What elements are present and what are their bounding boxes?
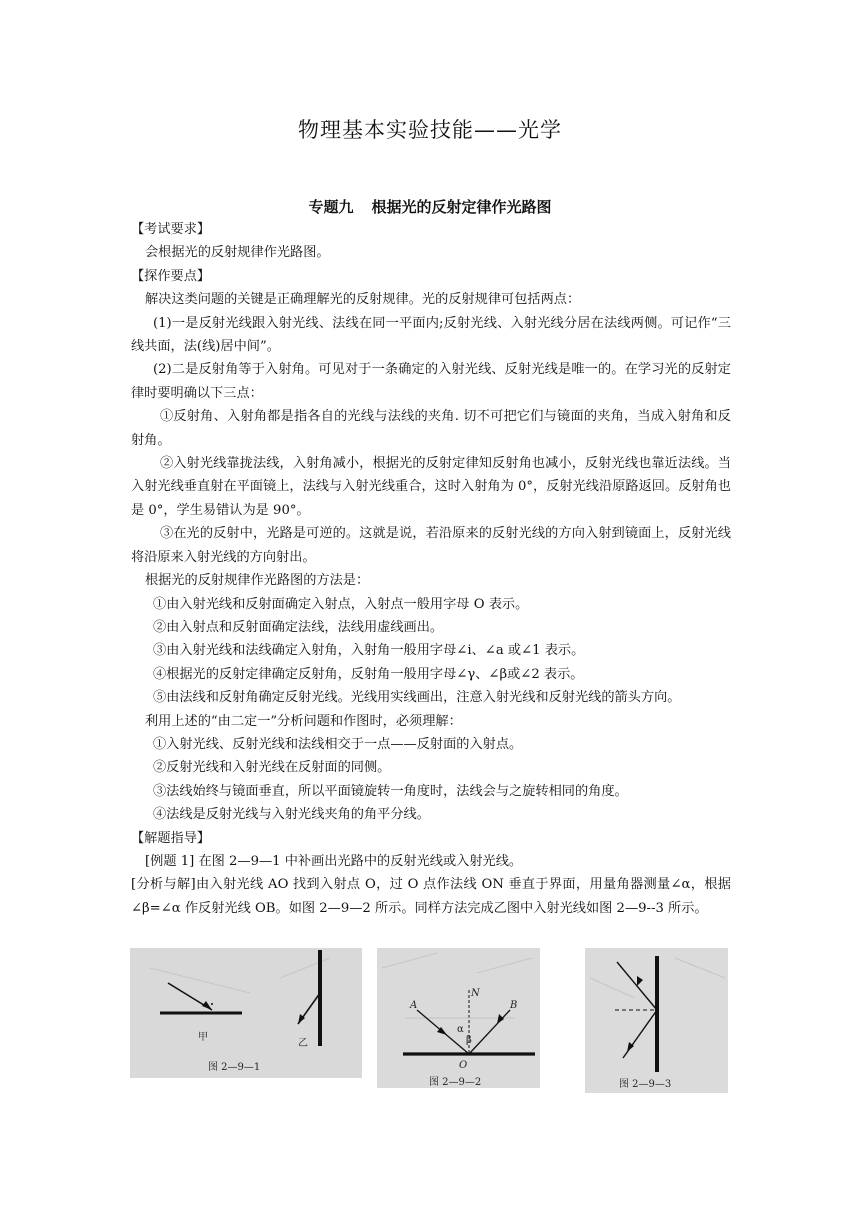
analysis-text: [分析与解]由入射光线 AO 找到入射点 O，过 O 点作法线 ON 垂直于界面，用量角器测量∠α，根据∠β=∠α 作反射光线 OB。如图 2—9—2 所示。同样方法完成乙图中入射光线如图 2—9--3 所示。: [131, 877, 731, 916]
paragraph: (1)一是反射光线跟入射光线、法线在同一平面内;反射光线、入射光线分居在法线两侧。可记作“三线共面，法(线)居中间”。: [131, 315, 731, 355]
body-text: [131, 218, 731, 920]
understanding-item: ③法线始终与镜面垂直，所以平面镜旋转一角度时，法线会与之旋转相同的角度。: [153, 783, 628, 799]
paragraph: 根据光的反射规律作光路图的方法是：: [145, 573, 370, 589]
label-beta: β: [466, 1035, 472, 1046]
section-heading-guide: 【解题指导】: [131, 830, 211, 846]
label-o: O: [459, 1060, 468, 1071]
method-item: ②由入射点和反射面确定法线，法线用虚线画出。: [153, 619, 444, 635]
figure-caption: 图 2—9—1: [208, 1062, 261, 1073]
understanding-item: ②反射光线和入射光线在反射面的同侧。: [153, 760, 391, 776]
figure-2-9-3: [585, 948, 728, 1093]
paragraph: 利用上述的“由二定一”分析问题和作图时，必须理解：: [145, 713, 462, 729]
label-yi: 乙: [298, 1038, 308, 1049]
section-heading-points: 【探作要点】: [131, 268, 211, 284]
understanding-item: ④法线是反射光线与入射光线夹角的角平分线。: [153, 807, 430, 823]
figure-caption: 图 2—9—3: [619, 1079, 672, 1090]
figure-2-9-2: [377, 948, 540, 1088]
method-item: ⑤由法线和反射角确定反射光线。光线用实线画出，注意入射光线和反射光线的箭头方向。: [153, 690, 681, 706]
label-a: A: [410, 1000, 418, 1011]
paragraph: 解决这类问题的关键是正确理解光的反射规律。光的反射规律可包括两点：: [145, 292, 581, 308]
topic-number: 专题九: [308, 198, 354, 216]
understanding-item: ①入射光线、反射光线和法线相交于一点——反射面的入射点。: [153, 736, 523, 752]
method-item: ③由入射光线和法线确定入射角，入射角一般用字母∠i、∠a 或∠1 表示。: [153, 643, 585, 659]
figure-caption: 图 2—9—2: [429, 1077, 482, 1088]
label-b: B: [510, 1000, 518, 1011]
figure-2-9-1: [130, 948, 362, 1078]
label-alpha: α: [457, 1024, 464, 1035]
paragraph: (2)二是反射角等于入射角。可见对于一条确定的入射光线、反射光线是唯一的。在学习光的反射定律时要明确以下三点：: [131, 362, 731, 401]
paragraph: ③在光的反射中，光路是可逆的。这就是说，若沿原来的反射光线的方向入射到镜面上，反射光线将沿原来入射光线的方向射出。: [131, 526, 731, 565]
example-statement: [例题 1] 在图 2—9—1 中补画出光路中的反射光线或入射光线。: [145, 853, 523, 869]
section-heading-requirements: 【考试要求】: [131, 222, 211, 237]
topic-title: 根据光的反射定律作光路图: [371, 198, 552, 216]
figures-row: [0, 946, 860, 1096]
paragraph: ①反射角、入射角都是指各自的光线与法线的夹角. 切不可把它们与镜面的夹角，当成入射角和反射角。: [131, 409, 731, 448]
method-item: ④根据光的反射定律确定反射角，反射角一般用字母∠γ、∠β或∠2 表示。: [153, 666, 584, 682]
label-n: N: [471, 988, 480, 999]
label-jia: 甲: [198, 1032, 208, 1043]
method-item: ①由入射光线和反射面确定入射点，入射点一般用字母 O 表示。: [153, 596, 529, 612]
requirement-text: 会根据光的反射规律作光路图。: [145, 245, 330, 261]
paragraph: ②入射光线靠拢法线，入射角减小，根据光的反射定律知反射角也减小，反射光线也靠近法线。当入射光线垂直射在平面镜上，法线与入射光线重合，这时入射角为 0°，反射光线沿原路返回。反射角也是 0°，学生易错认为是 90°。: [131, 456, 731, 518]
doc-title: 物理基本实验技能——光学: [298, 118, 562, 142]
topic-heading: [0, 196, 860, 217]
